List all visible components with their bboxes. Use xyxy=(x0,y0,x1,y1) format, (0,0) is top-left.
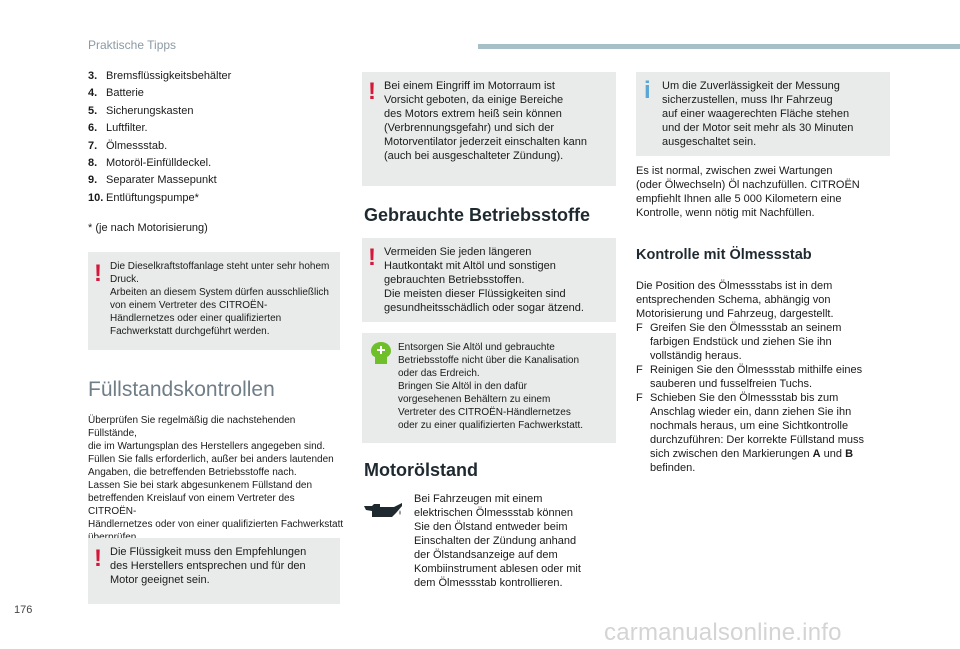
oil-can-icon xyxy=(362,500,404,524)
list-item: 6. Luftfilter. xyxy=(88,122,148,135)
levels-text: Überprüfen Sie regelmäßig die nachstehenden Füllstände, die im Wartungsplan des Herstellers angegeben sind. Füllen Sie falls erforderlich, außer bei anders lautenden Angaben, die betreffenden Betriebsstoffe nach. Lassen Sie bei stark abgesunkenem Füllstand den betreffenden Kreislauf von einem Vertreter des CITROËN- Händlernetzes oder von einer qualifizierten Fachwerkstatt xyxy=(88,415,344,530)
oil-level-text: Bei Fahrzeugen mit einem elektrischen Ölmessstab können Sie den Ölstand entweder beim Einschalten der Zündung anhand der Ölstandsanzeige auf dem Kombiinstrument ablesen oder mit dem Ölmessstab kontrollieren. xyxy=(414,493,581,589)
list-item: F Greifen Sie den Ölmessstab an seinem farbigen Endstück und ziehen Sie ihn vollständig heraus. xyxy=(636,322,842,362)
dipstick-title: Kontrolle mit Ölmessstab xyxy=(636,247,812,263)
eco-note-box: Entsorgen Sie Altöl und gebrauchte Betriebsstoffe nicht über die Kanalisation oder das Erdreich. Bringen Sie Altöl in den dafür vorgesehenen Behältern zu einem Vertreter des CITROËN-Händlernetzes oder zu einer qualifizierten Fachwerkstatt. xyxy=(362,333,616,443)
top-up-text: Es ist normal, zwischen zwei Wartungen (oder Ölwechseln) Öl nachzufüllen. CITROËN empfiehlt Ihnen alle 5 000 Kilometern eine Kontrolle, wenn nötig mit Nachfüllen. xyxy=(636,165,860,219)
used-fluids-title: Gebrauchte Betriebsstoffe xyxy=(364,205,591,225)
list-item: 10. Entlüftungspumpe* xyxy=(88,191,199,204)
info-icon: i xyxy=(644,77,651,104)
fluid-warning-box: ! Die Flüssigkeit muss den Empfehlungen des Herstellers entsprechen und für den Motor geeignet sein. xyxy=(88,538,340,604)
engine-warning-box: ! Bei einem Eingriff im Motorraum ist Vorsicht geboten, da einige Bereiche des Motors extrem heiß sein können (Verbrennungsgefahr) und sich der Motorventilator jederzeit einschalten kann (auch bei ausgeschalteter Zündung). xyxy=(362,72,616,186)
list-item: F Schieben Sie den Ölmessstab bis zum Anschlag wieder ein, dann ziehen Sie ihn nochmals heraus, um eine Sichtkontrolle durchzuführen: Der korrekte Füllstand muss sich zwischen den Markierungen A und B befinden. xyxy=(636,392,864,474)
list-item: 8. Motoröl-Einfülldeckel. xyxy=(88,157,212,170)
section-label: Praktische Tipps xyxy=(88,38,177,52)
dipstick-text: Die Position des Ölmessstabs ist in dem entsprechenden Schema, abhängig von Motorisierung und Fahrzeug, dargestellt. F Greifen Sie den Ölmessstab an seinem farbigen Endstück und ziehen Sie ihn vollständig heraus. F Reinigen Sie den Ölmessstab mithilfe eines sauberen und fusselfreien Tuchs. F Schieben Sie den Ölmessstab bis zum Anschlag wieder ein, dann ziehen Sie ihn nochmals heraus, um eine Sichtkontrolle durchzuführen: Der korrekte Füllstand muss sich zwischen den Markierungen A und B befinden. xyxy=(636,279,898,475)
warning-icon: ! xyxy=(368,78,376,105)
diesel-warning-box: ! Die Dieselkraftstoffanlage steht unter sehr hohem Druck. Arbeiten an diesem System dürfen ausschließlich von einem Vertreter des CITROËN- Händlernetzes oder einer qualifizierten Fachwerkstatt durchgeführt werden. xyxy=(88,252,340,350)
warning-icon: ! xyxy=(368,244,376,271)
footnote: * (je nach Motorisierung) xyxy=(88,222,208,234)
mark-a: A xyxy=(812,448,821,460)
warning-icon: ! xyxy=(94,260,102,287)
mark-b: B xyxy=(845,448,854,460)
skin-warning-box: ! Vermeiden Sie jeden längeren Hautkontakt mit Altöl und sonstigen gebrauchten Betriebsstoffen. Die meisten dieser Flüssigkeiten sind gesundheitsschädlich oder sogar ätzend. xyxy=(362,238,616,322)
list-item: F Reinigen Sie den Ölmessstab mithilfe eines sauberen und fusselfreien Tuchs. xyxy=(636,364,863,390)
recycle-hand-icon xyxy=(367,340,395,366)
list-item: 5. Sicherungskasten xyxy=(88,104,194,117)
oil-level-title: Motorölstand xyxy=(364,460,478,480)
levels-title: Füllstandskontrollen xyxy=(88,378,275,401)
list-item: 3. Bremsflüssigkeitsbehälter xyxy=(88,70,232,82)
page-number: 176 xyxy=(14,604,33,616)
list-item: 7. Ölmessstab. xyxy=(88,139,168,152)
header-bar xyxy=(478,44,960,49)
warning-icon: ! xyxy=(94,545,102,572)
list-item: 9. Separater Massepunkt xyxy=(88,174,217,187)
list-item: 4. Batterie xyxy=(88,87,144,100)
info-note-box: i Um die Zuverlässigkeit der Messung sicherzustellen, muss Ihr Fahrzeug auf einer waagerechten Fläche stehen und der Motor seit mehr als 30 Minuten ausgeschaltet sein. xyxy=(636,72,890,156)
watermark: carmanualsonline.info xyxy=(604,619,842,646)
engine-parts-list xyxy=(88,68,338,207)
